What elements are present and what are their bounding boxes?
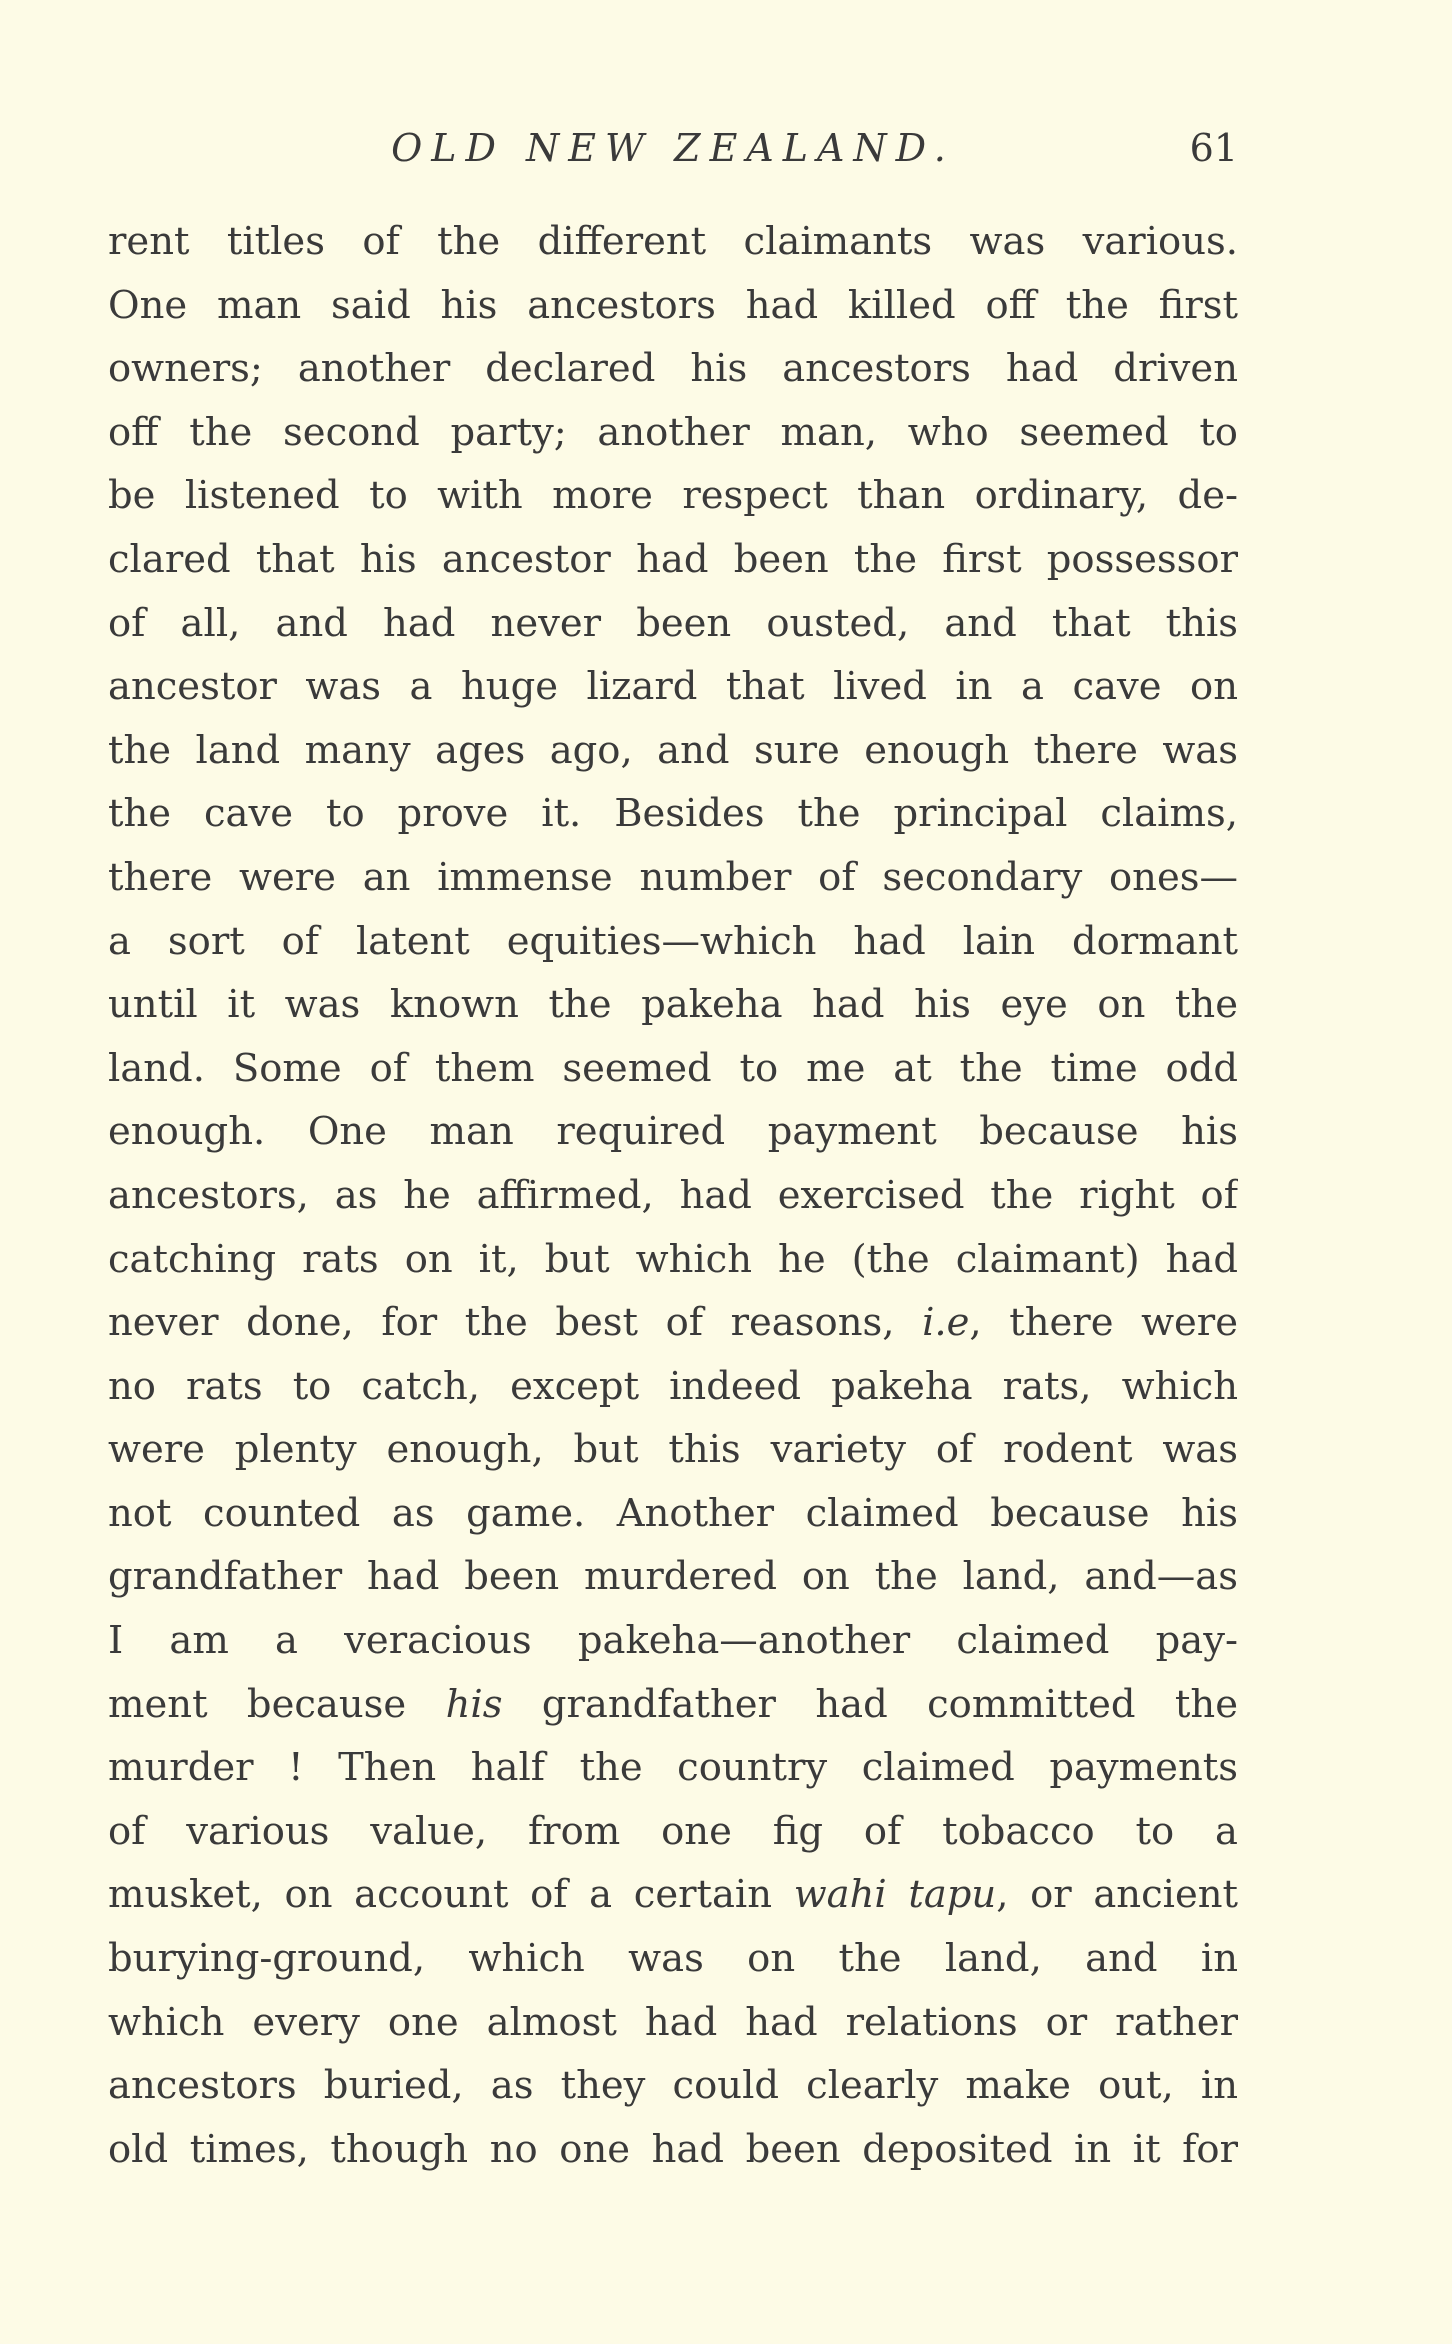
text-line: enough. One man required payment because his	[108, 1109, 1238, 1155]
text-line: burying-ground, which was on the land, and in	[108, 1936, 1238, 1982]
text-line: of all, and had never been ousted, and that this	[108, 600, 1238, 646]
text-line: murder ! Then half the country claimed payments	[108, 1745, 1238, 1791]
text-line: the land many ages ago, and sure enough there was	[108, 727, 1238, 773]
text-line: ment because his grandfather had committed the	[108, 1681, 1238, 1727]
running-head	[108, 118, 1238, 178]
text-line: be listened to with more respect than ordinary, de-	[108, 473, 1238, 519]
page-number: 61	[1189, 126, 1238, 170]
text-line: ancestors buried, as they could clearly make out, in	[108, 2063, 1238, 2109]
text-line: never done, for the best of reasons, i.e, there were	[108, 1300, 1238, 1346]
text-line: which every one almost had had relations or rather	[108, 1999, 1238, 2045]
text-line: catching rats on it, but which he (the claimant) had	[108, 1236, 1238, 1282]
text-line: there were an immense number of secondary ones—	[108, 854, 1238, 900]
text-line: until it was known the pakeha had his eye on the	[108, 982, 1238, 1028]
text-line: clared that his ancestor had been the first possessor	[108, 536, 1238, 582]
text-line: the cave to prove it. Besides the principal claims,	[108, 791, 1238, 837]
text-line: a sort of latent equities—which had lain dormant	[108, 918, 1238, 964]
body-text	[108, 210, 1238, 2181]
text-line: of various value, from one fig of tobacco to a	[108, 1808, 1238, 1854]
text-line: no rats to catch, except indeed pakeha rats, which	[108, 1363, 1238, 1409]
text-line: ancestor was a huge lizard that lived in a cave on	[108, 664, 1238, 710]
text-line: were plenty enough, but this variety of rodent was	[108, 1427, 1238, 1473]
running-title: OLD NEW ZEALAND.	[391, 126, 955, 170]
italic-phrase: wahi tapu	[793, 1872, 997, 1918]
italic-phrase: his	[445, 1681, 503, 1727]
text-line: old times, though no one had been deposited in it for	[108, 2126, 1238, 2172]
text-line: rent titles of the different claimants was various.	[108, 219, 1238, 264]
text-line: musket, on account of a certain wahi tapu, or ancient	[108, 1872, 1238, 1918]
text-line: grandfather had been murdered on the land, and—as	[108, 1554, 1238, 1600]
text-line: ancestors, as he affirmed, had exercised the right of	[108, 1172, 1238, 1218]
text-line: off the second party; another man, who seemed to	[108, 409, 1238, 455]
italic-phrase: i.e	[922, 1300, 970, 1346]
text-line: not counted as game. Another claimed because his	[108, 1490, 1238, 1536]
text-line: owners; another declared his ancestors had driven	[108, 346, 1238, 392]
text-line: I am a veracious pakeha—another claimed pay-	[108, 1618, 1238, 1664]
text-line: land. Some of them seemed to me at the time odd	[108, 1045, 1238, 1091]
text-line: One man said his ancestors had killed off the first	[108, 282, 1238, 328]
